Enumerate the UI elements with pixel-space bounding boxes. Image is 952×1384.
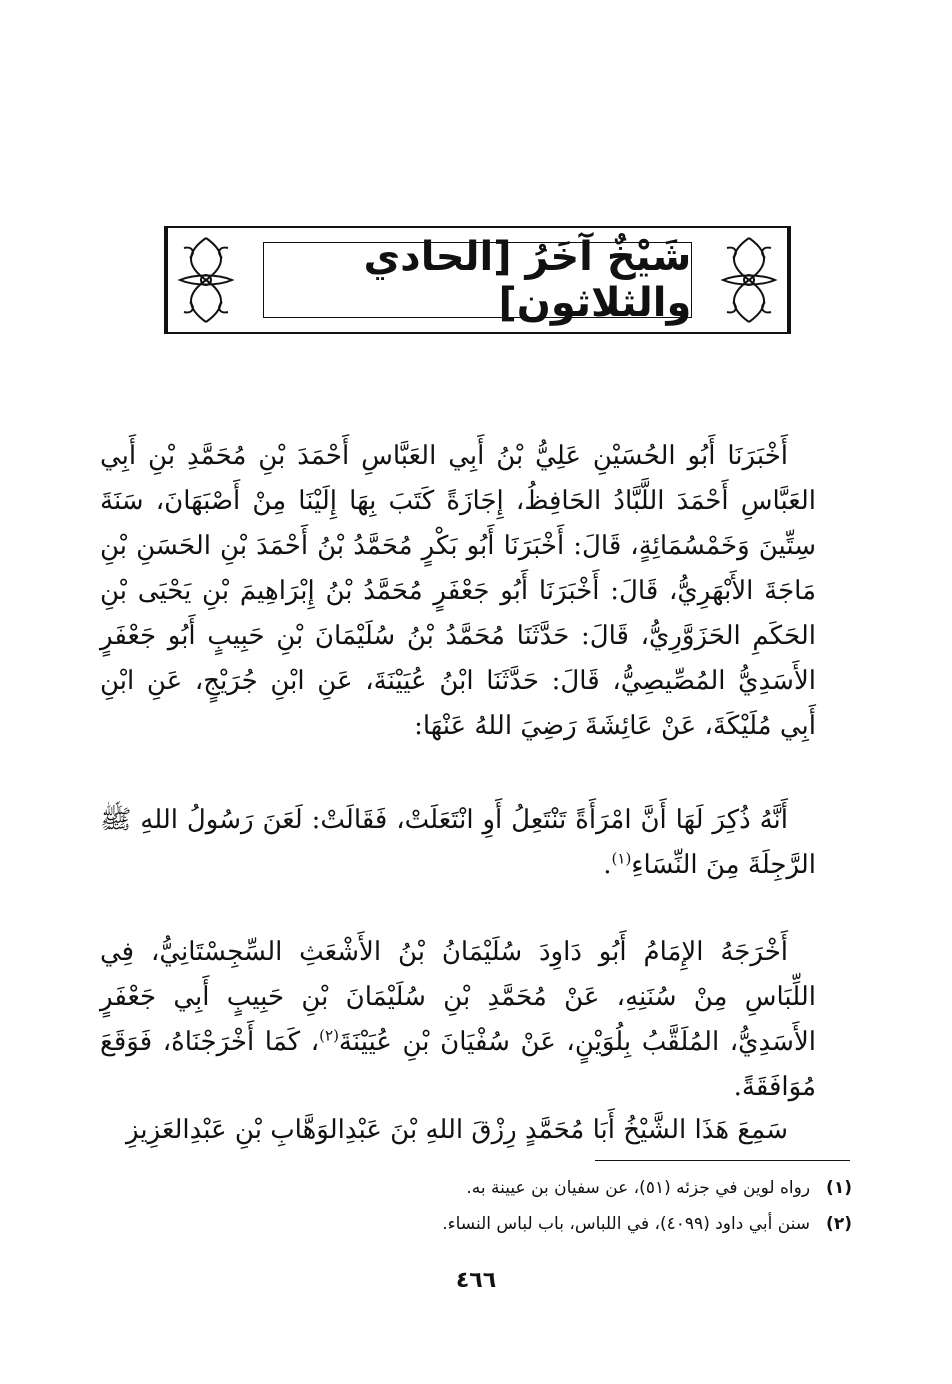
footnote-number: (٢) [826, 1214, 852, 1234]
floral-ornament-icon [711, 228, 789, 332]
paragraph-text: أَخْرَجَهُ الإِمَامُ أَبُو دَاوِدَ سُلَيْمَانُ بْنُ الأَشْعَثِ السِّجِسْتَانِيُّ، فِي اللِّبَاسِ مِنْ سُنَنِهِ، عَنْ مُحَمَّدِ بْنِ سُلَيْمَانَ بْنِ حَبِيبٍ أَبِي جَعْفَرٍ الأَسَدِيُّ، المُلَقَّبُ بِلُوَيْنٍ، عَنْ سُفْيَانَ بْنِ عُيَيْنَةَ [100, 937, 817, 1057]
footnote-number: (١) [826, 1178, 852, 1198]
footnote-text: رواه لوين في جزئه (٥١)، عن سفيان بن عيينة به. [466, 1178, 811, 1198]
footnote [466, 1178, 852, 1198]
page-number: ٤٦٦ [455, 1268, 497, 1293]
footnote-ref: (١) [611, 849, 632, 868]
floral-ornament-icon [166, 228, 244, 332]
paragraph-takhrij: أَخْرَجَهُ الإِمَامُ أَبُو دَاوِدَ سُلَيْمَانُ بْنُ الأَشْعَثِ السِّجِسْتَانِيُّ، فِي اللِّبَاسِ مِنْ سُنَنِهِ، عَنْ مُحَمَّدِ بْنِ سُلَيْمَانَ بْنِ حَبِيبٍ أَبِي جَعْفَرٍ الأَسَدِيُّ، المُلَقَّبُ بِلُوَيْنٍ، عَنْ سُفْيَانَ بْنِ عُيَيْنَةَ$^{(٢)}$، كَمَا أَخْرَجْنَاهُ، فَوَقَعَ مُوَافَقَةً. [100, 937, 817, 1102]
footnote [442, 1214, 852, 1234]
paragraph-text: أَخْبَرَنَا أَبُو الحُسَيْنِ عَلِيُّ بْنُ أَبِي العَبَّاسِ أَحْمَدَ بْنِ مُحَمَّدِ بْنِ أَبِي العَبَّاسِ أَحْمَدَ اللَّبَّادُ الحَافِظُ، إِجَازَةً كَتَبَ بِهَا إِلَيْنَا مِنْ أَصْبَهَانَ، سَنَةَ سِتِّينَ وَخَمْسُمَائِةٍ، قَالَ: أَخْبَرَنَا أَبُو بَكْرٍ مُحَمَّدُ بْنُ أَحْمَدَ بْنِ الحَسَنِ بْنِ مَاجَةَ الأَبْهَرِيُّ، قَالَ: أَخْبَرَنَا أَبُو جَعْفَرٍ مُحَمَّدُ بْنُ إِبْرَاهِيمَ بْنِ يَحْيَى بْنِ الحَكَمِ الحَزَوَّرِيُّ، قَالَ: حَدَّثَنَا مُحَمَّدُ بْنُ سُلَيْمَانَ بْنِ حَبِيبٍ أَبُو جَعْفَرٍ الأَسَدِيُّ المُصِّيصِيُّ، قَالَ: حَدَّثَنَا ابْنُ عُيَيْنَةَ، عَنِ ابْنِ جُرَيْجٍ، عَنِ ابْنِ أَبِي مُلَيْكَةَ، عَنْ عَائِشَةَ رَضِيَ اللهُ عَنْهَا: [100, 441, 816, 741]
footnote-ref: (٢) [319, 1026, 339, 1045]
chapter-heading-frame [164, 226, 791, 334]
paragraph-isnad [100, 434, 816, 749]
footnote-divider [595, 1160, 850, 1161]
paragraph-hadith: أَنَّهُ ذُكِرَ لَهَا أَنَّ امْرَأَةً تَنْتَعِلُ أَوِ انْتَعَلَتْ، فَقَالَتْ: لَعَنَ رَسُولُ اللهِ ﷺ الرَّجِلَةَ مِنَ النِّسَاءِ$^{(١)}$. [100, 805, 816, 880]
paragraph-text: أَنَّهُ ذُكِرَ لَهَا أَنَّ امْرَأَةً تَنْتَعِلُ أَوِ انْتَعَلَتْ، فَقَالَتْ: لَعَنَ رَسُولُ اللهِ ﷺ الرَّجِلَةَ مِنَ النِّسَاءِ [100, 805, 816, 880]
chapter-title: شَيْخٌ آخَرُ [الحادي والثلاثون] [363, 234, 692, 326]
paragraph-text: سَمِعَ هَذَا الشَّيْخُ أَبَا مُحَمَّدٍ رِزْقَ اللهِ بْنَ عَبْدِالوَهَّابِ بْنِ عَبْدِالعَزِيزِ [126, 1115, 788, 1145]
paragraph-continuation [100, 1108, 816, 1153]
footnote-text: سنن أبي داود (٤٠٩٩)، في اللباس، باب لباس النساء. [442, 1214, 811, 1234]
